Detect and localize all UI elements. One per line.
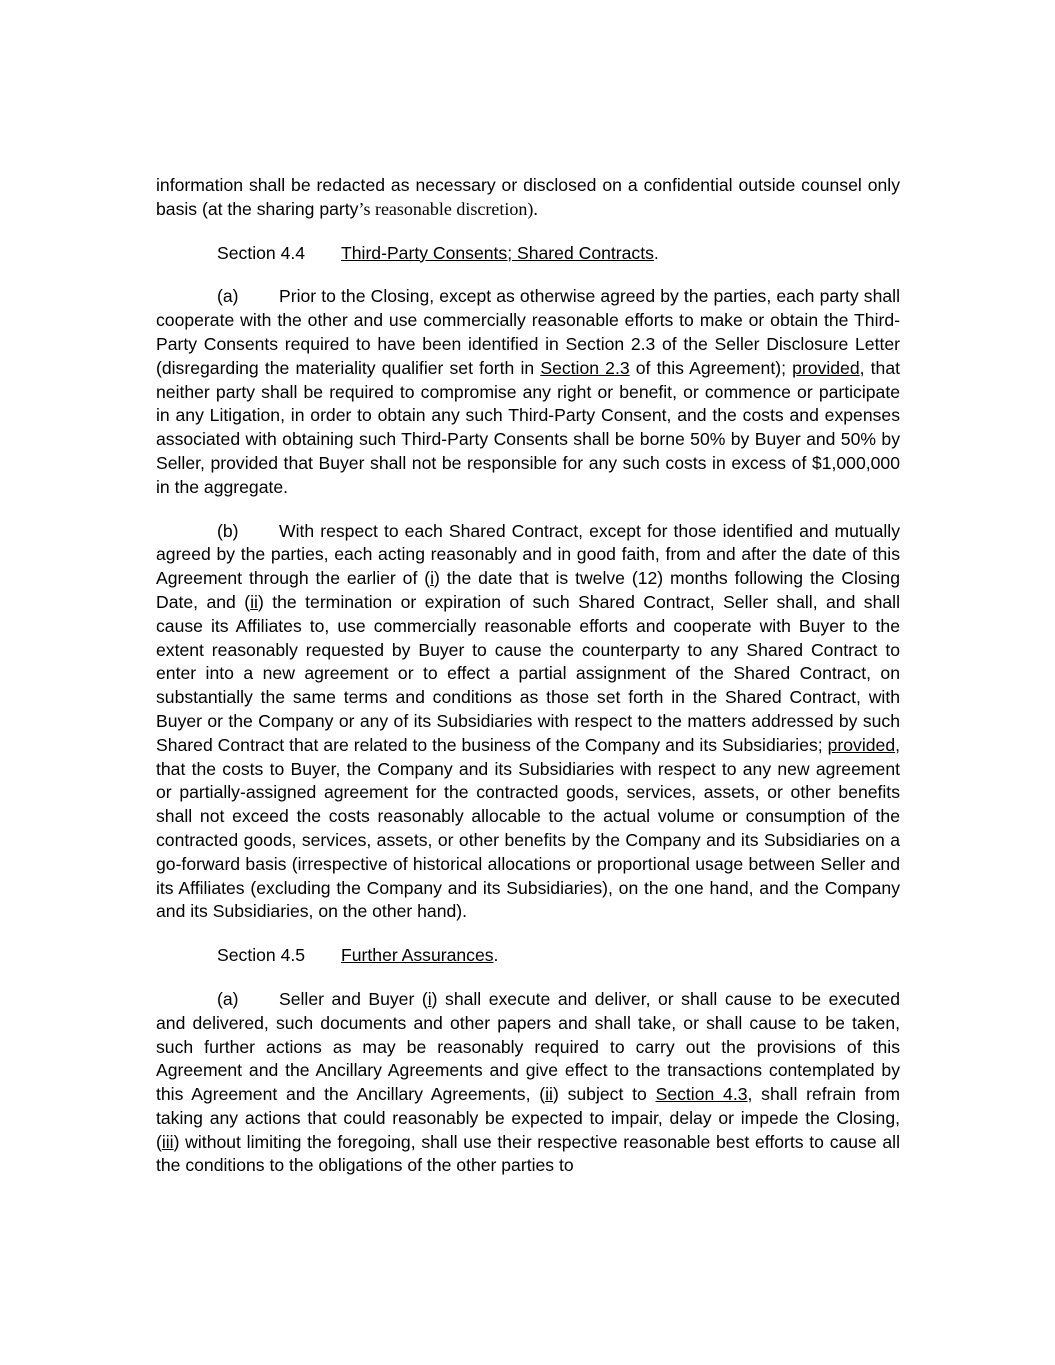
section-title-end: . bbox=[493, 945, 499, 966]
enumeration-marker: i bbox=[427, 988, 432, 1009]
clause-text: ) shall execute and deliver, or shall cause to be executed and delivered, such documents and other papers and shall take, or shall cause to be taken, such further actions as may be reasonably required to carry out the provisions of this Agreement and the Ancillary Agreements and give effect to the transactions contemplated by this Agreement and the Ancillary Agreements, ( bbox=[156, 988, 900, 1105]
provided-term: provided bbox=[827, 734, 896, 755]
clause-label: (b) bbox=[217, 520, 239, 541]
clause-text: ) without limiting the foregoing, shall use their respective reasonable best efforts to cause all the conditions to the obligations of the other parties to bbox=[156, 1131, 900, 1176]
paragraph-text-serif: ’s reasonable discretion). bbox=[358, 198, 538, 219]
clause-text: With respect to each Shared Contract, except for those identified and mutually agreed by the parties, each acting reasonably and in good faith, from and after the date of this Agreement through the earlier of ( bbox=[156, 520, 900, 589]
enumeration-marker: ii bbox=[545, 1084, 553, 1105]
clause-text: , that neither party shall be required to compromise any right or benefit, or commence or participate in any Litigation, in order to obtain any such Third-Party Consent, and the costs and expenses associated with obtaining such Third-Party Consents shall be borne 50% by Buyer and 50% by Seller, provided that Buyer shall not be responsible for any such costs in excess of $1,000,000 in the aggregate. bbox=[156, 357, 900, 497]
clause-text: ) the date that is twelve (12) months following the Closing Date, and ( bbox=[156, 568, 901, 612]
section-number: Section 4.5 bbox=[217, 945, 306, 966]
section-number: Section 4.4 bbox=[217, 242, 306, 263]
enumeration-marker: iii bbox=[161, 1131, 174, 1152]
section-4-4-b-paragraph bbox=[156, 520, 900, 925]
clause-text: Seller and Buyer ( bbox=[279, 988, 428, 1009]
clause-text: ) subject to bbox=[552, 1084, 656, 1105]
enumeration-marker: ii bbox=[250, 591, 258, 612]
section-reference: Section 2.3 bbox=[540, 357, 630, 378]
clause-text: of this Agreement); bbox=[629, 357, 793, 378]
provided-term: provided bbox=[792, 357, 860, 378]
paragraph-text: information shall be redacted as necessary or disclosed on a confidential outside counsel only basis (at the sharing party bbox=[156, 175, 900, 219]
clause-label: (a) bbox=[217, 988, 239, 1009]
section-title-end: . bbox=[653, 242, 659, 263]
clause-text: ) the termination or expiration of such Shared Contract, Seller shall, and shall cause its Affiliates to, use commercially reasonable efforts and cooperate with Buyer to the extent reasonably requested by Buyer to cause the counterparty to any Shared Contract to enter into a new agreement or to effect a partial assignment of the Shared Contract, on substantially the same terms and conditions as those set forth in the Shared Contract, with Buyer or the Company or any of its Subsidiaries with respect to the matters addressed by such Shared Contract that are related to the business of the Company and its Subsidiaries; bbox=[156, 591, 900, 755]
clause-text: , that the costs to Buyer, the Company and its Subsidiaries with respect to any new agreement or partially-assigned agreement for the contracted goods, services, assets, or other benefits shall not exceed the costs reasonably allocable to the actual volume or consumption of the contracted goods, services, assets, or other benefits by the Company and its Subsidiaries on a go-forward basis (irrespective of historical allocations or proportional usage between Seller and its Affiliates (excluding the Company and its Subsidiaries), on the one hand, and the Company and its Subsidiaries, on the other hand). bbox=[156, 734, 900, 922]
section-4-5-heading bbox=[156, 944, 900, 968]
section-4-4-heading bbox=[156, 242, 900, 266]
section-title: Further Assurances bbox=[341, 945, 494, 966]
document-page bbox=[156, 174, 900, 1178]
section-4-5-a-paragraph bbox=[156, 988, 900, 1178]
enumeration-marker: i bbox=[430, 568, 435, 589]
section-4-4-a-paragraph bbox=[156, 285, 900, 499]
paragraph-continuation bbox=[156, 174, 900, 222]
section-reference: Section 4.3 bbox=[655, 1084, 748, 1105]
clause-text: Prior to the Closing, except as otherwise agreed by the parties, each party shall cooperate with the other and use commercially reasonable efforts to make or obtain the Third-Party Consents required to have been identified in Section 2.3 of the Seller Disclosure Letter (disregarding the materiality qualifier set forth in bbox=[156, 286, 900, 378]
clause-label: (a) bbox=[217, 286, 239, 307]
clause-text: , shall refrain from taking any actions that could reasonably be expected to impair, delay or impede the Closing, ( bbox=[156, 1084, 900, 1152]
section-title: Third-Party Consents; Shared Contracts bbox=[341, 242, 654, 263]
